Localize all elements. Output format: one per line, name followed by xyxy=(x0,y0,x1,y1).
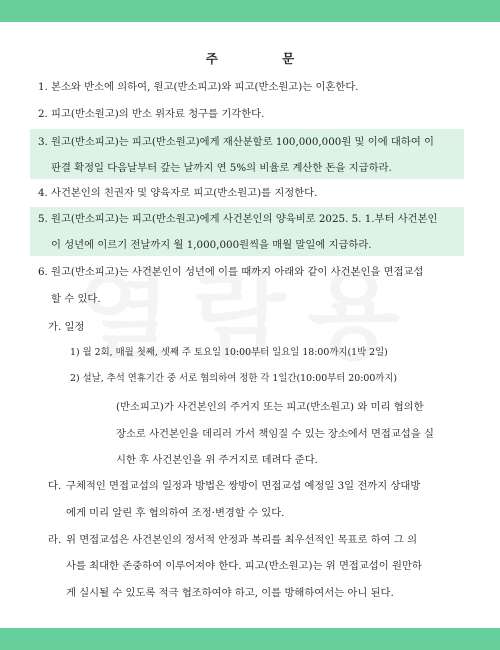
item-number: 3. xyxy=(38,136,48,148)
sub-ga-note-line-3: 시한 후 사건본인을 위 주거지로 데려다 준다. xyxy=(116,454,318,466)
sub-da-line-2: 에게 미리 알린 후 협의하여 조정·변경할 수 있다. xyxy=(66,507,285,519)
sub-ga-point-2: 2) 설날, 추석 연휴기간 중 서로 협의하여 정한 각 1일간(10:00부터 20:00까지) xyxy=(70,373,398,384)
item-2-text: 피고(반소원고)의 반소 위자료 청구를 기각한다. xyxy=(51,108,265,120)
item-number: 2. xyxy=(38,108,48,120)
sub-ga-note-line-2: 장소로 사건본인을 데리러 가서 책임질 수 있는 장소에서 면접교섭을 실 xyxy=(116,428,434,440)
sub-ra-line-3: 게 실시될 수 있도록 적극 협조하여야 하고, 이를 방해하여서는 아니 된다. xyxy=(66,587,394,599)
item-4-text: 사건본인의 친권자 및 양육자로 피고(반소원고)를 지정한다. xyxy=(51,187,318,199)
document-title: 주 문 xyxy=(205,51,325,66)
item-number: 6. xyxy=(38,266,48,278)
item-3-text-line-1: 원고(반소피고)는 피고(반소원고)에게 재산분할로 100,000,000원 및 이에 대하여 이 xyxy=(51,136,434,148)
item-6-text-line-2: 할 수 있다. xyxy=(51,293,101,305)
item-5-text-line-1: 원고(반소피고)는 피고(반소원고)에게 사건본인의 양육비로 2025. 5. 1.부터 사건본인 xyxy=(51,213,438,225)
sub-da-label: 다. xyxy=(48,480,62,492)
sub-ga-label: 가. 일정 xyxy=(48,321,85,333)
sub-ra-line-2: 사를 최대한 존중하여 이루어져야 한다. 피고(반소원고)는 위 면접교섭이 원만하 xyxy=(66,560,422,572)
item-number: 5. xyxy=(38,213,48,225)
sub-ra-line-1: 위 면접교섭은 사건본인의 정서적 안정과 복리를 최우선적인 목표로 하여 그 의 xyxy=(66,534,418,546)
item-3-text-line-2: 판결 확정일 다음날부터 갚는 날까지 연 5%의 비율로 계산한 돈을 지급하라. xyxy=(51,162,392,174)
sub-ga-note-line-1: (반소피고)가 사건본인의 주거지 또는 피고(반소원고) 와 미리 협의한 xyxy=(116,401,424,413)
top-accent-bar xyxy=(0,0,500,22)
item-1-text: 본소와 반소에 의하여, 원고(반소피고)와 피고(반소원고)는 이혼한다. xyxy=(51,81,359,93)
sub-ga-point-1: 1) 월 2회, 매월 첫째, 셋째 주 토요일 10:00부터 일요일 18:00까지(1박 2일) xyxy=(70,347,388,358)
item-5-text-line-2: 이 성년에 이르기 전날까지 월 1,000,000원씩을 매월 말일에 지급하라. xyxy=(51,239,372,251)
sub-da-line-1: 구체적인 면접교섭의 일정과 방법은 쌍방이 면접교섭 예정일 3일 전까지 상대방 xyxy=(66,480,421,492)
item-6-text-line-1: 원고(반소피고)는 사건본인이 성년에 이를 때까지 아래와 같이 사건본인을 면접교섭 xyxy=(51,266,424,278)
sub-ra-label: 라. xyxy=(48,534,62,546)
item-number: 4. xyxy=(38,187,48,199)
item-number: 1. xyxy=(38,81,48,93)
bottom-accent-bar xyxy=(0,628,500,650)
